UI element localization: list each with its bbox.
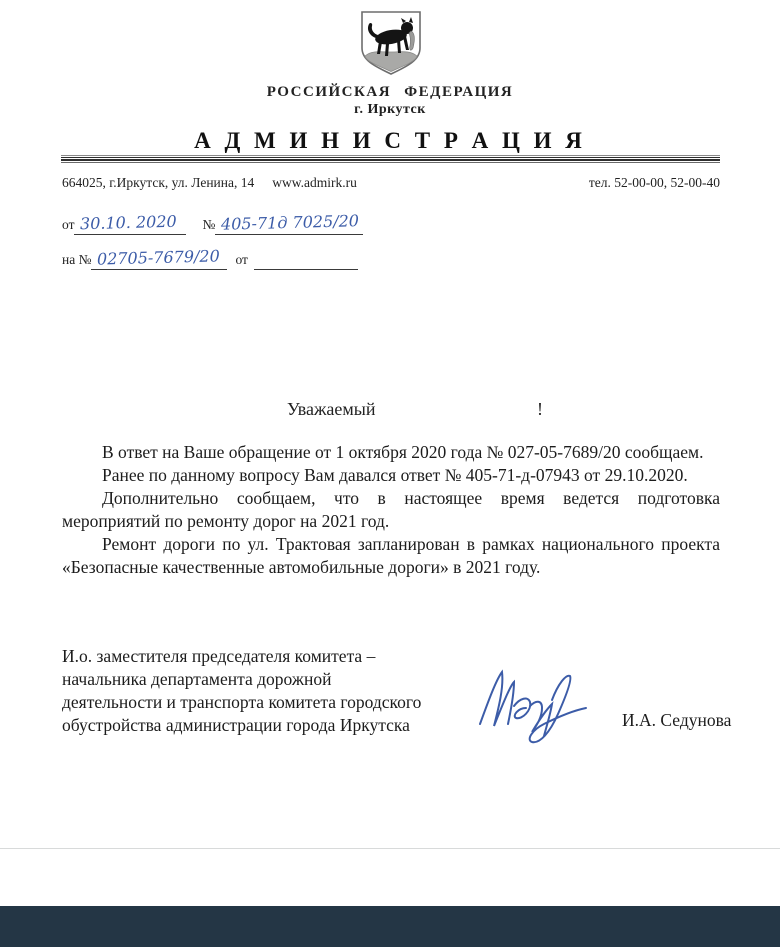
incoming-date-field bbox=[254, 248, 358, 270]
signer-name: И.А. Седунова bbox=[622, 710, 732, 730]
letterhead-rule bbox=[61, 155, 720, 163]
letterhead-country: РОССИЙСКАЯ ФЕДЕРАЦИЯ bbox=[266, 84, 514, 100]
body-paragraph: Дополнительно сообщаем, что в настоящее время ведется подготовка мероприятий по ремонту дорог на 2021 год. bbox=[62, 488, 720, 531]
signer-position bbox=[62, 645, 492, 737]
outgoing-date-handwritten: 30.10. 2020 bbox=[80, 211, 178, 234]
reference-line-incoming bbox=[62, 248, 358, 270]
letterhead-org-title: А Д М И Н И С Т Р А Ц И Я bbox=[194, 128, 586, 153]
coat-of-arms-icon bbox=[352, 8, 430, 80]
body-paragraph: Ремонт дороги по ул. Трактовая запланирован в рамках национального проекта «Безопасные качественные автомобильные дороги» в 2021 году. bbox=[62, 534, 720, 577]
letterhead-city: г. Иркутск bbox=[354, 102, 426, 117]
incoming-date-blank bbox=[254, 259, 264, 260]
incoming-number-handwritten: 02705-7679/20 bbox=[97, 246, 221, 269]
signer-position-line: И.о. заместителя председателя комитета – bbox=[62, 646, 376, 666]
reference-line-outgoing bbox=[62, 213, 363, 235]
outgoing-number-handwritten: 405-71д 7025/20 bbox=[221, 211, 360, 234]
letterhead-contact-row bbox=[62, 175, 720, 191]
letterhead-website: www.admirk.ru bbox=[272, 175, 357, 190]
letter-body bbox=[62, 441, 720, 579]
body-paragraph: Ранее по данному вопросу Вам давался ответ № 405-71-д-07943 от 29.10.2020. bbox=[102, 465, 688, 485]
outgoing-date-field bbox=[74, 213, 186, 235]
outgoing-number-field bbox=[215, 213, 363, 235]
page-bottom-divider bbox=[0, 848, 780, 849]
signer-position-line: обустройства администрации города Иркутска bbox=[62, 715, 410, 735]
signer-position-line: начальника департамента дорожной bbox=[62, 669, 332, 689]
letterhead-address: 664025, г.Иркутск, ул. Ленина, 14 bbox=[62, 175, 255, 190]
salutation-exclamation: ! bbox=[537, 399, 543, 419]
letterhead-phone: тел. 52-00-00, 52-00-40 bbox=[588, 175, 720, 190]
from-label: от bbox=[62, 217, 75, 232]
reply-date-label: от bbox=[235, 252, 248, 267]
footer-band bbox=[0, 906, 780, 947]
letterhead-address-block bbox=[62, 175, 357, 191]
reply-label: на № bbox=[62, 252, 92, 267]
body-paragraph: В ответ на Ваше обращение от 1 октября 2020 года № 027-05-7689/20 сообщаем. bbox=[102, 442, 704, 462]
incoming-number-field bbox=[91, 248, 227, 270]
handwritten-signature bbox=[474, 662, 600, 752]
number-label: № bbox=[202, 217, 216, 232]
salutation-word: Уважаемый bbox=[287, 399, 376, 419]
signer-position-line: деятельности и транспорта комитета городского bbox=[62, 692, 422, 712]
